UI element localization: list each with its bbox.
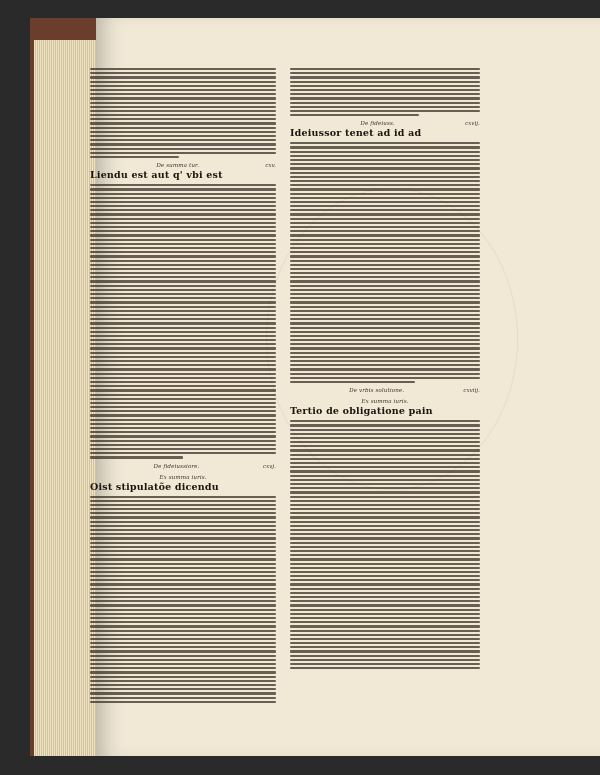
text-line (290, 516, 480, 518)
text-line (290, 364, 480, 366)
text-line (90, 431, 276, 433)
text-line (290, 234, 480, 236)
text-line (90, 373, 276, 375)
text-line (90, 314, 276, 316)
rubric-title: Oist stipulatõe dicendu (90, 481, 219, 493)
text-line (290, 197, 480, 199)
text-line (90, 306, 276, 308)
text-line (90, 243, 276, 245)
text-line (290, 205, 480, 207)
text-line (290, 550, 480, 552)
text-line (290, 213, 480, 215)
text-line (290, 512, 480, 514)
text-line (290, 575, 480, 577)
text-line (290, 331, 480, 333)
text-line (90, 68, 276, 70)
text-line (90, 456, 183, 458)
text-line (90, 331, 276, 333)
text-line (290, 310, 480, 312)
text-line (90, 72, 276, 74)
text-line (290, 218, 480, 220)
page-edges (34, 40, 98, 756)
text-line (90, 663, 276, 665)
text-line (90, 621, 276, 623)
text-line (290, 621, 480, 623)
text-line (290, 445, 480, 447)
text-line (90, 604, 276, 606)
heading-text: Ex summa iuris. (361, 399, 409, 406)
text-line (90, 327, 276, 329)
text-line (90, 630, 276, 632)
text-line (90, 697, 276, 699)
text-line (90, 234, 276, 236)
text-line (90, 255, 276, 257)
text-line (290, 424, 480, 426)
text-line (90, 89, 276, 91)
text-line (290, 322, 480, 324)
text-line (90, 184, 276, 186)
text-line (290, 343, 480, 345)
text-line (90, 554, 276, 556)
text-line (290, 613, 480, 615)
text-line (90, 583, 276, 585)
text-line (90, 625, 276, 627)
text-line (290, 441, 480, 443)
text-line (90, 260, 276, 262)
text-line (90, 301, 276, 303)
text-line (90, 402, 276, 404)
text-line (90, 613, 276, 615)
text-line (290, 85, 480, 87)
text-line (90, 139, 276, 141)
text-line (90, 558, 276, 560)
text-line (90, 188, 276, 190)
text-line (90, 114, 276, 116)
chapter-number: cxviij. (463, 388, 480, 395)
section-heading (90, 475, 276, 481)
text-line (290, 433, 480, 435)
text-line (290, 479, 480, 481)
heading-text: De vrbis solutione. (349, 388, 405, 395)
text-line (290, 297, 480, 299)
text-line (290, 377, 480, 379)
text-line (90, 251, 276, 253)
text-line (290, 114, 419, 116)
text-line (290, 176, 480, 178)
chapter-number: cxvj. (263, 463, 276, 470)
text-line (290, 609, 480, 611)
text-line (290, 188, 480, 190)
text-line (90, 143, 276, 145)
text-line (90, 347, 276, 349)
text-line (90, 508, 276, 510)
text-line (90, 122, 276, 124)
text-line (290, 458, 480, 460)
text-line (90, 213, 276, 215)
text-line (290, 373, 480, 375)
text-line (290, 462, 480, 464)
text-line (90, 671, 276, 673)
text-line (90, 448, 276, 450)
text-line (290, 356, 480, 358)
text-line (90, 427, 276, 429)
text-line (90, 352, 276, 354)
text-line (290, 226, 480, 228)
text-line (290, 247, 480, 249)
text-line (90, 297, 276, 299)
heading-text: De fideiuss. (360, 121, 395, 128)
text-line (290, 339, 480, 341)
text-line (290, 306, 480, 308)
text-line (90, 289, 276, 291)
chapter-number: cxvij. (465, 121, 480, 128)
text-line (90, 201, 276, 203)
text-line (90, 268, 276, 270)
text-line (90, 646, 276, 648)
text-line (290, 285, 480, 287)
text-line (290, 81, 480, 83)
text-line (290, 579, 480, 581)
text-line (290, 239, 480, 241)
text-line (90, 381, 276, 383)
text-line (90, 230, 276, 232)
text-line (90, 496, 276, 498)
text-line (290, 604, 480, 606)
text-line (90, 102, 276, 104)
text-line (290, 184, 480, 186)
text-line (290, 646, 480, 648)
text-line (290, 634, 480, 636)
text-line (90, 222, 276, 224)
text-line (90, 131, 276, 133)
text-line (90, 226, 276, 228)
text-line (90, 218, 276, 220)
text-line (90, 419, 276, 421)
text-line (90, 197, 276, 199)
text-line (90, 440, 276, 442)
text-line (90, 516, 276, 518)
text-line (290, 280, 480, 282)
rubric-title: Ideiussor tenet ad id ad (290, 128, 422, 140)
text-line (290, 155, 480, 157)
section-heading (290, 121, 480, 127)
text-line (290, 625, 480, 627)
text-line (290, 314, 480, 316)
text-line (290, 529, 480, 531)
text-line (290, 454, 480, 456)
text-line (290, 592, 480, 594)
text-line (290, 588, 480, 590)
text-line (290, 260, 480, 262)
text-line (90, 655, 276, 657)
text-line (290, 554, 480, 556)
text-line (90, 684, 276, 686)
text-line (90, 600, 276, 602)
text-line (90, 343, 276, 345)
text-line (290, 142, 480, 144)
text-line (290, 642, 480, 644)
text-line (90, 567, 276, 569)
text-line (90, 148, 276, 150)
text-line (290, 93, 480, 95)
text-line (290, 230, 480, 232)
text-line (90, 667, 276, 669)
text-line (90, 377, 276, 379)
section-heading (290, 388, 480, 394)
text-line (290, 659, 480, 661)
text-line (290, 617, 480, 619)
text-line (290, 381, 415, 383)
text-line (290, 318, 480, 320)
text-line (290, 655, 480, 657)
text-line (90, 638, 276, 640)
text-line (290, 335, 480, 337)
text-line (290, 567, 480, 569)
text-line (90, 680, 276, 682)
text-line (90, 156, 179, 158)
text-line (90, 318, 276, 320)
text-line (90, 135, 276, 137)
text-line (290, 504, 480, 506)
text-line (290, 264, 480, 266)
text-line (290, 600, 480, 602)
text-line (290, 429, 480, 431)
text-line (90, 550, 276, 552)
text-line (90, 310, 276, 312)
text-line (290, 68, 480, 70)
text-line (290, 352, 480, 354)
text-line (90, 423, 276, 425)
text-line (90, 364, 276, 366)
text-line (290, 301, 480, 303)
text-line (290, 180, 480, 182)
text-line (290, 110, 480, 112)
text-line (290, 293, 480, 295)
section-heading (290, 399, 480, 405)
text-line (90, 579, 276, 581)
text-line (290, 650, 480, 652)
text-line (290, 276, 480, 278)
text-line (90, 533, 276, 535)
text-line (90, 504, 276, 506)
text-line (290, 272, 480, 274)
text-line (90, 247, 276, 249)
text-line (90, 500, 276, 502)
text-line (90, 435, 276, 437)
text-line (90, 85, 276, 87)
text-line (90, 106, 276, 108)
text-line (290, 638, 480, 640)
text-line (290, 347, 480, 349)
text-line (290, 151, 480, 153)
text-line (290, 437, 480, 439)
text-line (90, 356, 276, 358)
text-line (90, 385, 276, 387)
text-line (290, 327, 480, 329)
text-line (90, 76, 276, 78)
text-line (90, 406, 276, 408)
text-line (290, 630, 480, 632)
text-line (90, 205, 276, 207)
section-heading (90, 163, 276, 169)
text-line (90, 368, 276, 370)
text-line (290, 172, 480, 174)
text-line (90, 592, 276, 594)
text-line (90, 193, 276, 195)
text-line (90, 410, 276, 412)
text-line (90, 239, 276, 241)
text-line (90, 264, 276, 266)
text-line (90, 93, 276, 95)
text-line (290, 146, 480, 148)
text-line (290, 537, 480, 539)
text-line (90, 276, 276, 278)
text-line (290, 255, 480, 257)
text-line (90, 525, 276, 527)
text-line (90, 389, 276, 391)
text-line (90, 650, 276, 652)
rubric-title: Liendu est aut q' vbi est (90, 170, 223, 182)
right-column (290, 66, 480, 704)
text-line (290, 102, 480, 104)
text-line (290, 97, 480, 99)
text-line (290, 470, 480, 472)
text-line (90, 414, 276, 416)
text-line (90, 617, 276, 619)
text-line (290, 596, 480, 598)
text-line (290, 487, 480, 489)
text-line (90, 529, 276, 531)
text-line (90, 634, 276, 636)
text-line (90, 452, 276, 454)
text-line (290, 420, 480, 422)
text-line (90, 110, 276, 112)
text-line (90, 676, 276, 678)
text-line (90, 97, 276, 99)
text-line (90, 272, 276, 274)
text-line (90, 542, 276, 544)
text-line (290, 268, 480, 270)
text-line (290, 243, 480, 245)
text-line (290, 222, 480, 224)
text-line (90, 339, 276, 341)
text-line (290, 159, 480, 161)
text-line (90, 81, 276, 83)
text-line (290, 201, 480, 203)
text-line (290, 496, 480, 498)
text-line (90, 209, 276, 211)
text-line (90, 692, 276, 694)
text-line (90, 701, 276, 703)
text-line (90, 285, 276, 287)
text-line (90, 118, 276, 120)
text-line (90, 394, 276, 396)
text-line (90, 596, 276, 598)
text-line (90, 575, 276, 577)
text-line (290, 521, 480, 523)
heading-text: Ex summa iuris. (159, 474, 207, 481)
text-line (90, 335, 276, 337)
text-line (90, 152, 276, 154)
text-line (90, 537, 276, 539)
chapter-number: cxv. (265, 163, 276, 170)
text-line (290, 558, 480, 560)
text-line (290, 449, 480, 451)
text-line (90, 360, 276, 362)
text-line (90, 642, 276, 644)
text-line (290, 500, 480, 502)
text-line (290, 193, 480, 195)
text-line (290, 525, 480, 527)
text-line (290, 663, 480, 665)
text-line (290, 163, 480, 165)
text-line (290, 571, 480, 573)
text-line (290, 475, 480, 477)
text-line (90, 280, 276, 282)
text-line (90, 571, 276, 573)
text-line (90, 444, 276, 446)
text-line (290, 542, 480, 544)
text-line (90, 588, 276, 590)
text-line (90, 322, 276, 324)
text-line (290, 106, 480, 108)
text-line (290, 251, 480, 253)
text-line (90, 563, 276, 565)
text-line (290, 533, 480, 535)
text-line (290, 466, 480, 468)
text-line (290, 667, 480, 669)
text-line (290, 368, 480, 370)
text-line (90, 546, 276, 548)
text-line (290, 563, 480, 565)
heading-text: De fideiussiore. (153, 463, 200, 470)
text-line (290, 89, 480, 91)
text-line (290, 360, 480, 362)
heading-text: De summa tur. (156, 163, 200, 170)
text-line (90, 688, 276, 690)
rubric-title: Tertio de obligatione pain (290, 406, 433, 418)
text-line (290, 508, 480, 510)
text-line (90, 127, 276, 129)
text-line (90, 293, 276, 295)
text-line (90, 659, 276, 661)
text-line (290, 546, 480, 548)
text-line (90, 609, 276, 611)
text-line (290, 209, 480, 211)
text-line (90, 512, 276, 514)
section-heading (90, 464, 276, 470)
text-line (90, 398, 276, 400)
text-line (290, 483, 480, 485)
text-line (290, 76, 480, 78)
text-line (290, 289, 480, 291)
text-line (290, 491, 480, 493)
left-column (90, 66, 276, 704)
text-line (290, 72, 480, 74)
text-line (290, 583, 480, 585)
text-line (290, 167, 480, 169)
text-line (90, 521, 276, 523)
